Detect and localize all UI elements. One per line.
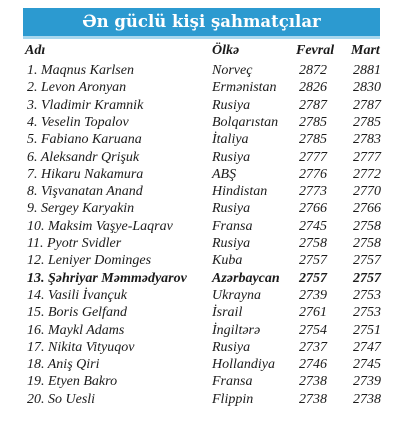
rating-february: 2746 [299,357,327,373]
rating-march: 2745 [353,357,381,373]
player-name: 10. Maksim Vaşye-Laqrav [27,218,173,234]
player-country: Rusiya [212,236,251,251]
rating-february: 2761 [299,305,327,321]
rating-march: 2758 [353,218,381,234]
player-name: 1. Maqnus Karlsen [27,63,134,78]
player-country: Fransa [212,218,253,234]
rating-february: 2872 [299,63,327,78]
player-country: ABŞ [212,166,237,182]
player-name: 20. So Uesli [27,391,96,407]
rating-march: 2753 [353,287,381,303]
player-name: 17. Nikita Vityuqov [27,339,135,355]
rating-february: 2754 [299,322,327,338]
rating-february: 2758 [299,236,327,251]
rating-february: 2776 [299,166,327,182]
rating-february: 2738 [299,374,327,390]
rating-march: 2757 [353,253,381,269]
header-country: Ölkə [212,43,240,58]
player-country: Kuba [212,253,243,269]
rating-february: 2826 [299,80,327,96]
rating-february: 2773 [299,184,327,200]
rating-march: 2770 [353,184,381,200]
player-name: 4. Veselin Topalov [27,114,129,130]
player-name: 16. Maykl Adams [27,322,125,338]
rating-march: 2787 [353,97,381,113]
rating-march: 2747 [353,339,381,355]
rating-february: 2785 [299,114,327,130]
player-name: 13. Şəhriyar Məmmədyarov [27,270,187,286]
player-country: İngiltərə [212,322,261,338]
rating-february: 2785 [299,132,327,148]
player-country: Rusiya [212,339,251,355]
player-name: 12. Leniyer Dominges [27,253,152,269]
player-name: 15. Boris Gelfand [27,305,127,321]
player-country: Norveç [212,63,253,78]
player-name: 6. Aleksandr Qrişuk [27,149,140,165]
rating-february: 2757 [299,270,327,286]
rating-february: 2787 [299,97,327,113]
rating-february: 2737 [299,339,327,355]
player-name: 3. Vladimir Kramnik [27,97,144,113]
rating-february: 2766 [299,201,327,217]
player-name: 19. Etyen Bakro [27,374,118,390]
player-country: Azərbaycan [212,270,280,286]
player-country: Ermənistan [212,80,277,96]
player-country: İsrail [212,305,243,321]
rating-march: 2785 [353,114,381,130]
header-name: Adı [25,43,46,58]
rating-february: 2745 [299,218,327,234]
player-country: Rusiya [212,201,251,217]
player-country: Hollandiya [212,357,275,373]
player-country: İtaliya [212,132,249,148]
rating-february: 2738 [299,391,327,407]
player-name: 8. Vişvanatan Anand [27,184,143,200]
player-country: Hindistan [212,184,268,200]
rating-march: 2751 [353,322,381,338]
table-header [0,40,400,61]
table-row [0,389,400,410]
player-name: 11. Pyotr Svidler [27,236,122,251]
player-country: Bolqarıstan [212,114,279,130]
rating-february: 2757 [299,253,327,269]
player-country: Rusiya [212,97,251,113]
player-name: 18. Aniş Qiri [27,357,100,373]
player-name: 2. Levon Aronyan [27,80,127,96]
rating-march: 2738 [353,391,381,407]
player-name: 9. Sergey Karyakin [27,201,135,217]
rating-march: 2777 [353,149,381,165]
header-march: Mart [351,43,380,58]
rating-february: 2777 [299,149,327,165]
rating-march: 2772 [353,166,381,182]
rating-march: 2766 [353,201,381,217]
rating-march: 2783 [353,132,381,148]
player-country: Fransa [212,374,253,390]
header-february: Fevral [296,43,335,58]
rating-march: 2739 [353,374,381,390]
rating-march: 2757 [353,270,381,286]
rating-march: 2758 [353,236,381,251]
table-title: Ən güclü kişi şahmatçılar [23,8,380,39]
player-name: 7. Hikaru Nakamura [27,166,144,182]
player-name: 5. Fabiano Karuana [27,132,142,148]
player-country: Rusiya [212,149,251,165]
player-name: 14. Vasili İvançuk [27,287,127,303]
rating-march: 2881 [353,63,381,78]
player-country: Ukrayna [212,287,261,303]
rating-march: 2830 [353,80,381,96]
rating-february: 2739 [299,287,327,303]
rating-march: 2753 [353,305,381,321]
player-country: Flippin [212,391,254,407]
